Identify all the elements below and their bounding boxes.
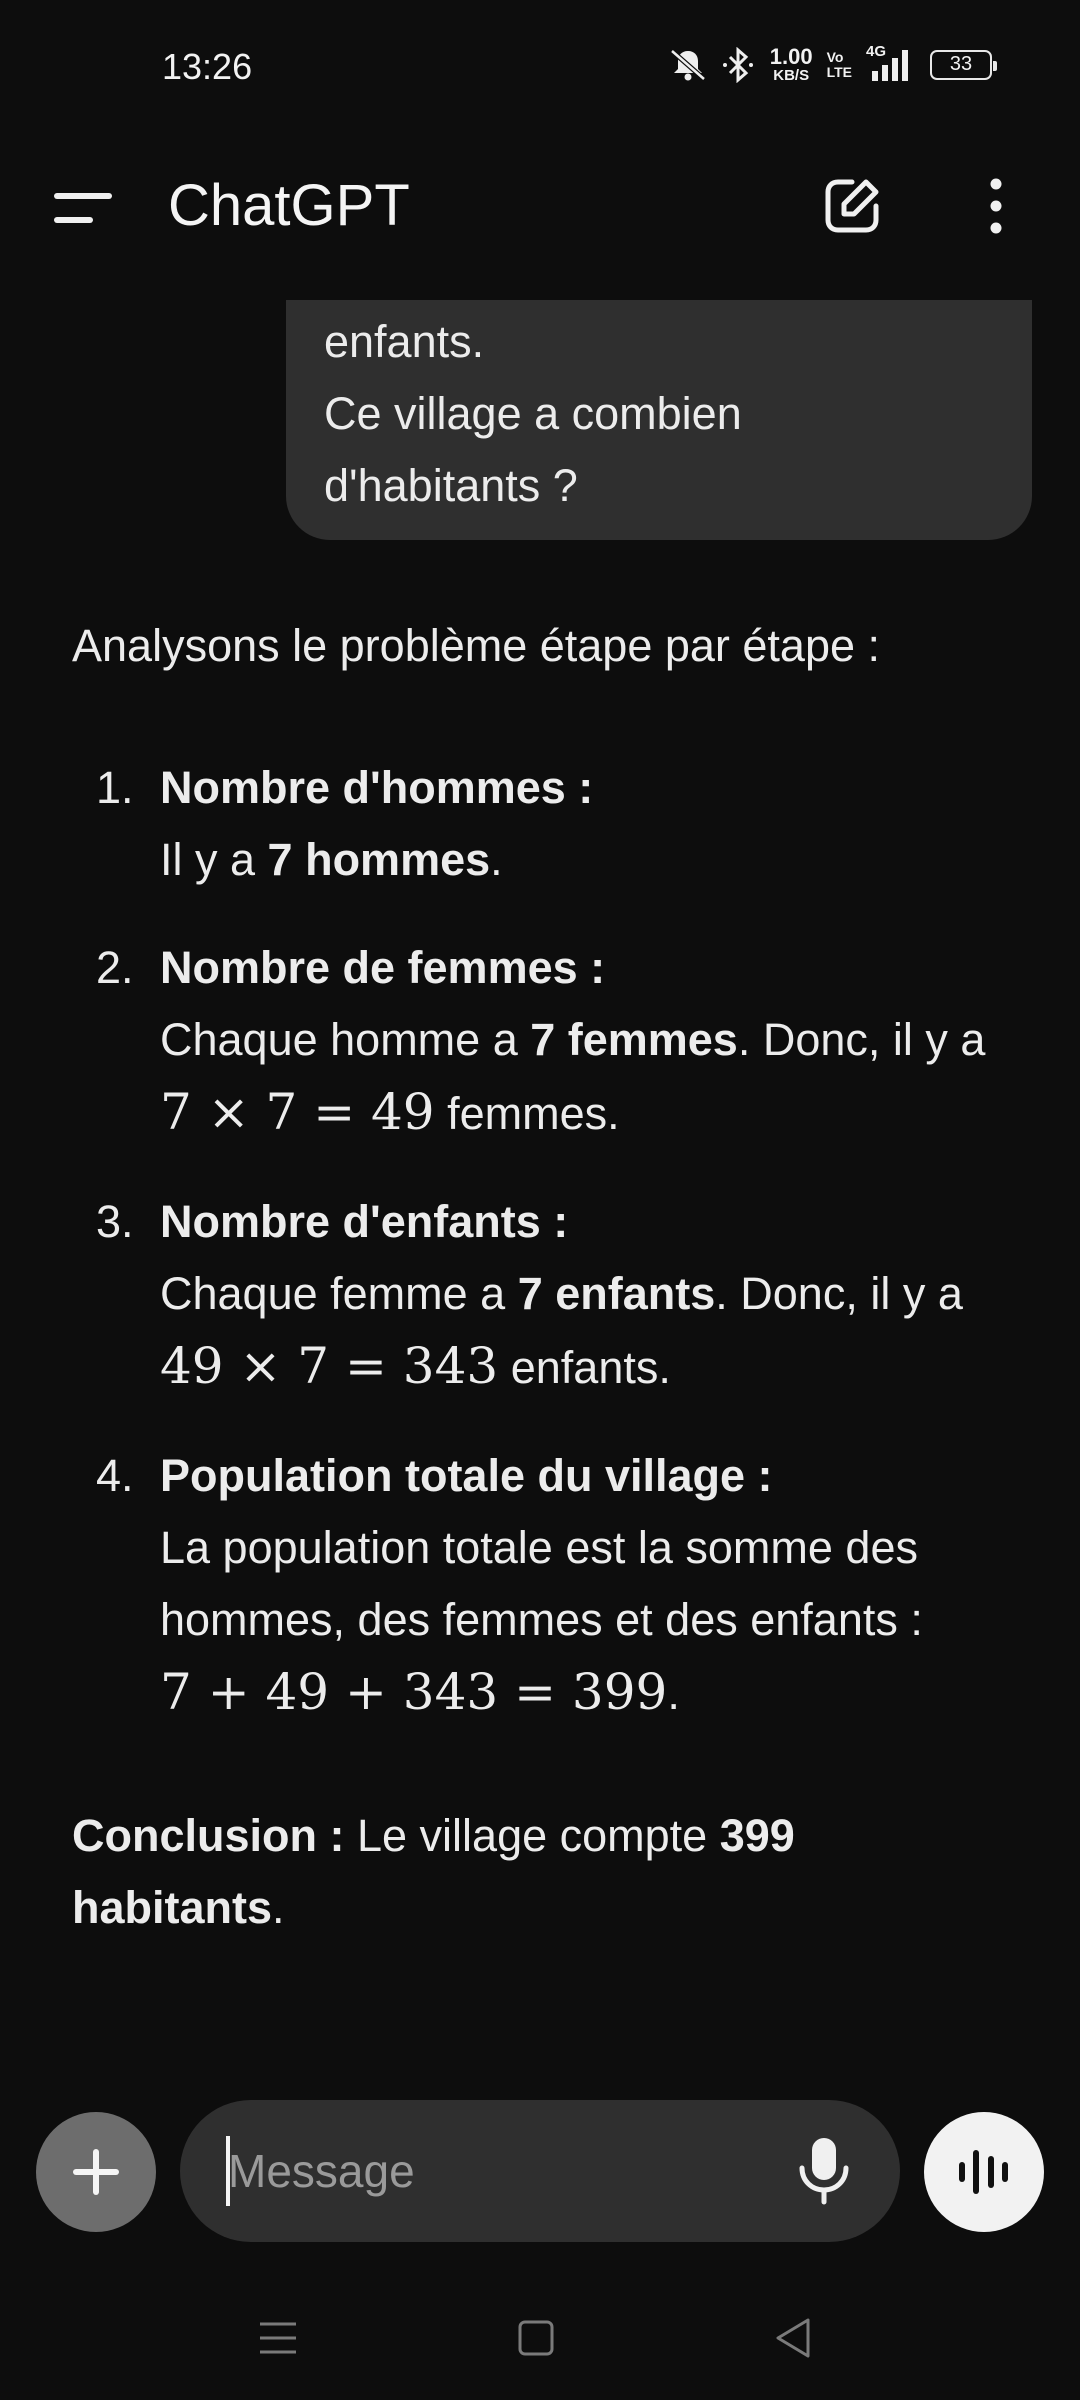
home-square-icon[interactable] <box>506 2308 566 2368</box>
step-number: 1. <box>96 762 134 813</box>
step-title: Population totale du village : <box>160 1450 773 1501</box>
step-number: 4. <box>96 1450 134 1501</box>
signal-indicator <box>866 42 916 83</box>
list-item <box>72 1440 1012 1730</box>
network-speed-unit: KB/S <box>773 67 810 84</box>
step-text-end: . <box>667 1668 680 1719</box>
step-bold: 7 femmes <box>530 1014 738 1065</box>
assistant-message <box>72 610 1012 1944</box>
list-item <box>72 1186 1012 1404</box>
message-field[interactable] <box>180 2100 900 2242</box>
user-message-line: d'habitants ? <box>324 460 578 511</box>
app-title: ChatGPT <box>168 173 410 238</box>
volte-indicator <box>827 50 852 79</box>
system-nav-bar <box>0 2290 1080 2380</box>
step-text-end: femmes. <box>434 1088 620 1139</box>
step-text-end: enfants. <box>498 1342 671 1393</box>
step-text-end: . <box>490 834 503 885</box>
step-text: Il y a <box>160 834 268 885</box>
volte-top: Vo <box>826 48 844 65</box>
step-number: 3. <box>96 1196 134 1247</box>
user-message-line: enfants. <box>324 316 485 367</box>
step-title: Nombre d'hommes : <box>160 762 594 813</box>
conclusion <box>72 1800 1012 1944</box>
message-composer <box>0 2100 1080 2242</box>
message-input[interactable] <box>228 2136 788 2206</box>
mic-icon[interactable] <box>794 2136 854 2206</box>
plus-icon <box>71 2147 121 2197</box>
voice-waveform-icon <box>954 2147 1014 2197</box>
network-speed <box>770 46 813 83</box>
status-icons <box>668 42 992 84</box>
conclusion-bold: 399 habitants <box>72 1810 795 1933</box>
text-caret <box>226 2136 230 2206</box>
battery-level: 33 <box>949 53 973 75</box>
status-time: 13:26 <box>162 46 253 87</box>
battery-indicator <box>930 50 992 80</box>
step-number: 2. <box>96 942 134 993</box>
assistant-intro: Analysons le problème étape par étape : <box>72 620 881 671</box>
user-message-line: Ce village a combien <box>324 388 742 439</box>
step-bold: 7 hommes <box>267 834 491 885</box>
math-expression: 7 × 7 = 49 <box>160 1083 435 1141</box>
bluetooth-icon <box>722 47 756 83</box>
status-bar <box>0 0 1080 140</box>
network-type: 4G <box>866 42 887 60</box>
menu-icon[interactable] <box>54 188 112 228</box>
recents-menu-icon[interactable] <box>248 2308 308 2368</box>
step-text: Chaque homme a <box>160 1014 531 1065</box>
step-text-middle: . Donc, il y a <box>715 1268 963 1319</box>
steps-list <box>72 752 1012 1730</box>
attach-button[interactable] <box>36 2112 156 2232</box>
math-expression: 7 + 49 + 343 = 399 <box>160 1663 668 1721</box>
step-bold: 7 enfants <box>517 1268 716 1319</box>
voice-mode-button[interactable] <box>924 2112 1044 2232</box>
list-item <box>72 752 1012 896</box>
conclusion-end: . <box>272 1882 285 1933</box>
conclusion-text: Le village compte <box>344 1810 720 1861</box>
math-expression: 49 × 7 = 343 <box>160 1337 499 1395</box>
step-title: Nombre de femmes : <box>160 942 606 993</box>
network-speed-value: 1.00 <box>769 44 813 69</box>
step-text-middle: . Donc, il y a <box>737 1014 986 1065</box>
app-header <box>0 150 1080 260</box>
step-text: Chaque femme a <box>160 1268 518 1319</box>
step-text: La population totale est la somme des hommes, des femmes et des enfants : <box>160 1522 923 1645</box>
back-triangle-icon[interactable] <box>764 2308 824 2368</box>
step-title: Nombre d'enfants : <box>160 1196 569 1247</box>
new-chat-icon[interactable] <box>822 176 882 236</box>
user-message-bubble <box>286 300 1032 540</box>
conclusion-label: Conclusion : <box>72 1810 345 1861</box>
list-item <box>72 932 1012 1150</box>
volte-bottom: LTE <box>826 63 852 80</box>
signal-icon <box>866 47 916 83</box>
mute-bell-icon <box>668 47 708 83</box>
more-vert-icon[interactable] <box>972 176 1020 236</box>
